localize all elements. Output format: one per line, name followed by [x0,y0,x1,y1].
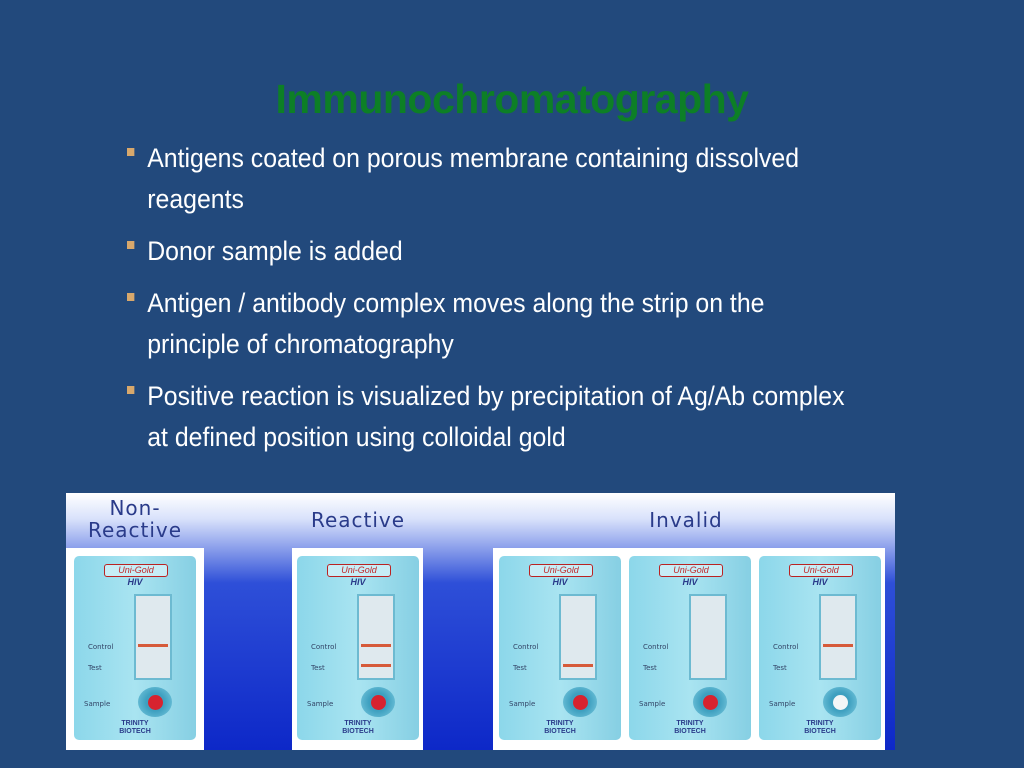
square-bullet-icon [127,241,134,249]
sample-label: Sample [769,700,796,708]
maker-name: TRINITY BIOTECH [544,720,576,735]
sample-well [823,687,857,717]
product-name: HIV [552,577,568,587]
maker-name: TRINITY BIOTECH [674,720,706,735]
square-bullet-icon [127,386,134,394]
control-band [361,644,391,647]
result-window [134,594,172,680]
test-device [74,556,196,740]
sample-label: Sample [84,700,111,708]
control-label: Control [311,643,337,651]
test-label: Test [311,664,325,672]
maker-name: TRINITY BIOTECH [804,720,836,735]
non-reactive-label: Non- Reactive [87,496,183,542]
sample-well [361,687,395,717]
sample-label: Sample [307,700,334,708]
test-results-figure [66,493,895,750]
maker-name: TRINITY BIOTECH [342,720,374,735]
bullet-item [127,138,863,220]
result-window [357,594,395,680]
square-bullet-icon [127,148,134,156]
sample-drop [148,695,163,710]
test-label: Test [88,664,102,672]
bullet-item [127,376,863,458]
control-label: Control [773,643,799,651]
bullet-text: Positive reaction is visualized by precipitation of Ag/Ab complex at defined position using colloidal gold [147,381,845,452]
bullet-text: Antigen / antibody complex moves along the strip on the principle of chromatography [147,288,765,359]
bullet-text: Antigens coated on porous membrane containing dissolved reagents [147,143,800,214]
sample-drop [703,695,718,710]
result-window [819,594,857,680]
sample-label: Sample [639,700,666,708]
sample-label: Sample [509,700,536,708]
test-device [297,556,419,740]
sample-drop [833,695,848,710]
result-window [689,594,727,680]
brand-logo: Uni-Gold [327,564,391,577]
brand-logo: Uni-Gold [789,564,853,577]
sample-well [693,687,727,717]
sample-drop [371,695,386,710]
product-name: HIV [350,577,366,587]
control-band [823,644,853,647]
sample-drop [573,695,588,710]
bullet-item [127,283,863,365]
test-device [499,556,621,740]
sample-well [138,687,172,717]
test-label: Test [643,664,657,672]
control-label: Control [513,643,539,651]
product-name: HIV [682,577,698,587]
brand-logo: Uni-Gold [529,564,593,577]
non-reactive-panel [66,548,204,750]
brand-logo: Uni-Gold [104,564,168,577]
control-label: Control [88,643,114,651]
test-label: Test [773,664,787,672]
test-device [759,556,881,740]
control-label: Control [643,643,669,651]
reactive-label: Reactive [310,508,406,532]
square-bullet-icon [127,293,134,301]
product-name: HIV [127,577,143,587]
reactive-panel [292,548,423,750]
test-label: Test [513,664,527,672]
bullet-item [127,231,863,272]
invalid-panel [493,548,885,750]
test-device [629,556,751,740]
bullet-text: Donor sample is added [147,236,403,266]
result-window [559,594,597,680]
test-band [361,664,391,667]
product-name: HIV [812,577,828,587]
brand-logo: Uni-Gold [659,564,723,577]
sample-well [563,687,597,717]
slide-title: Immunochromatography [275,76,749,122]
invalid-label: Invalid [649,508,723,532]
bullet-list [127,138,927,469]
test-band [563,664,593,667]
maker-name: TRINITY BIOTECH [119,720,151,735]
control-band [138,644,168,647]
